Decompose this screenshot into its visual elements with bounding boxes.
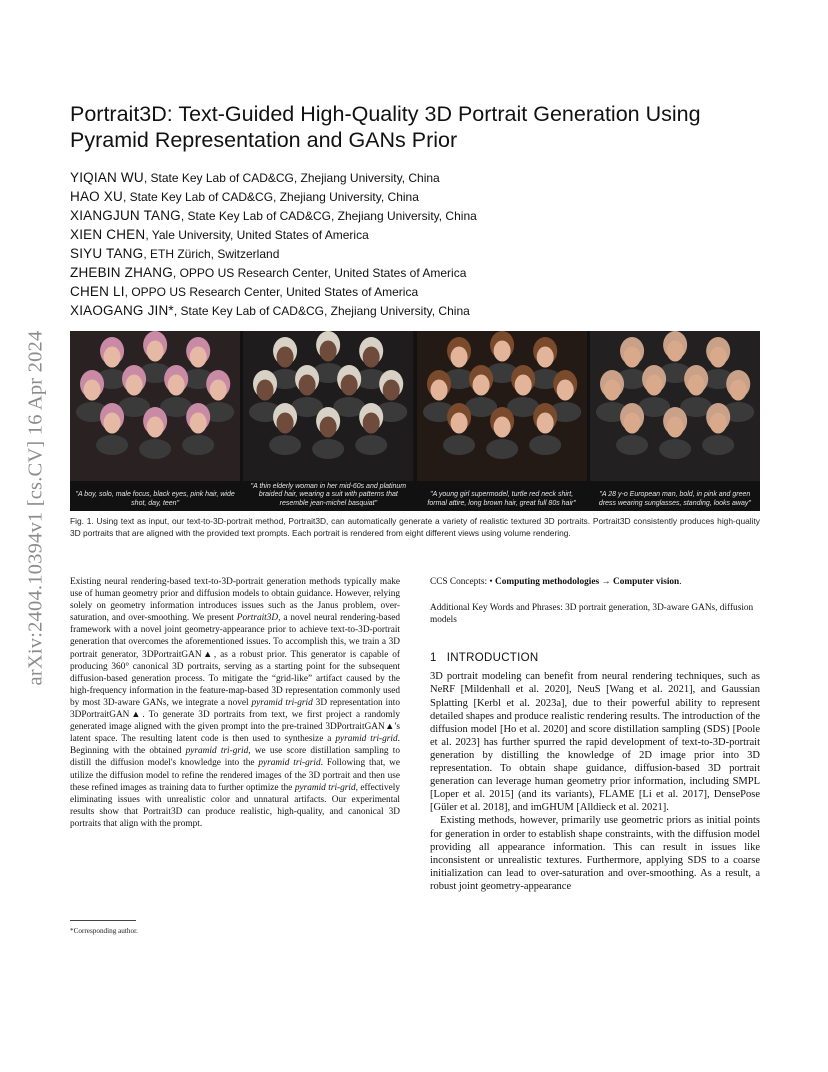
author-affiliation: , State Key Lab of CAD&CG, Zhejiang University, China: [173, 304, 470, 318]
abstract-run: , effectively eliminating issues with unrealistic color and unnatural artifacts. Our experimental results show that Portrait3D can produce realistic, high-quality, and canonical 3D portraits that align with the prompt.: [70, 782, 400, 829]
teaser-figure: [70, 331, 760, 511]
abstract-run: Existing neural rendering-based text-to-3D-portrait generation methods typically make use of human geometry prior and diffusion models to obtain guidance. However, relying solely on geometry information introduces issues such as the Janus problem, over-saturation, and over-smoothing. We present: [70, 577, 400, 624]
paper-title: Portrait3D: Text-Guided High-Quality 3D Portrait Generation Using Pyramid Representation and GANs Prior: [70, 102, 701, 152]
author-name: YIQIAN WU: [70, 170, 144, 185]
footnote: *Corresponding author.: [70, 927, 138, 935]
author-entry: [70, 187, 770, 206]
author-name: XIANGJUN TANG: [70, 208, 181, 223]
term-emphasis: pyramid tri-grid: [251, 697, 313, 708]
abstract-run: , a novel neural rendering-based framework with a novel joint geometry-appearance prior to achieve text-to-3D-portrait generation that overcomes the aforementioned issues. To accomplish this, we train a 3D portrait generator, 3DPortraitGAN: [70, 613, 400, 660]
intro-paragraph: 3D portrait modeling can benefit from neural rendering techniques, such as NeRF [Mildenhall et al. 2020], NeuS [Wang et al. 2021], and Gaussian Splatting [Kerbl et al. 2023a], due to their powerful ability to represent detailed shapes and produce realistic rendering results. The introduction of the diffusion model [Ho et al. 2020] and score distillation sampling (SDS) [Poole et al. 2023] has further spurred the rapid development of text-to-3D-portrait generation by distilling the knowledge of 2D image prior into 3D representation. To obtain shape guidance, diffusion-based 3D portrait generation can leverage human geometry prior information, including SMPL [Loper et al. 2015] (and its variants), FLAME [Li et al. 2017], DensePose [Güler et al. 2018], and imGHUM [Alldieck et al. 2021].: [430, 671, 760, 814]
abstract-run: , as a robust prior. This generator is capable of producing 360° canonical 3D portraits, serving as a starting point for the subsequent diffusion-based generation process. To mitigate the “grid-like” artifact caused by the high-frequency information in the feature-map-based 3D representation commonly used by most 3D-aware GANs, we integrate a novel: [70, 649, 400, 708]
author-affiliation: , State Key Lab of CAD&CG, Zhejiang University, China: [180, 209, 477, 223]
author-name: XIAOGANG JIN*: [70, 303, 174, 318]
portrait-renders: [70, 331, 240, 481]
abstract-run: . Beginning with the obtained: [70, 734, 400, 757]
author-name: CHEN LI: [70, 284, 125, 299]
ccs-concepts: [430, 576, 760, 588]
author-entry: [70, 244, 770, 263]
warning-icon: ▲: [384, 722, 395, 733]
prompt-caption: "A boy, solo, male focus, black eyes, pink hair, wide shot, day, teen": [75, 491, 235, 507]
author-name: HAO XU: [70, 189, 123, 204]
ccs-prefix: CCS Concepts: •: [430, 577, 495, 587]
abstract-text: [70, 576, 400, 830]
author-affiliation: , State Key Lab of CAD&CG, Zhejiang University, China: [143, 171, 440, 185]
author-name: XIEN CHEN: [70, 227, 146, 242]
author-entry: [70, 225, 770, 244]
abstract-run: , we use score distillation sampling to distill the diffusion model's knowledge into the: [70, 746, 400, 769]
footnote-rule: [70, 920, 136, 921]
author-affiliation: , ETH Zürich, Switzerland: [143, 247, 280, 261]
author-affiliation: , State Key Lab of CAD&CG, Zhejiang University, China: [122, 190, 419, 204]
figure-caption: Fig. 1. Using text as input, our text-to-3D-portrait method, Portrait3D, can automatically generate a variety of realistic textured 3D portraits. Portrait3D consistently produces high-quality 3D portraits that are aligned with the provided text prompts. Each portrait is rendered from eight different views using volume rendering.: [70, 516, 760, 538]
portrait-renders: [243, 331, 413, 481]
author-affiliation: , OPPO US Research Center, United States of America: [172, 266, 467, 280]
author-entry: [70, 206, 770, 225]
abstract-run: . To generate 3D portraits from text, we first project a randomly generated image aligned with the given prompt into the pre-trained 3DPortraitGAN: [70, 710, 400, 733]
author-entry: [70, 301, 770, 320]
intro-paragraph: Existing methods, however, primarily use geometric priors as initial points for generation in order to establish shape constraints, with the diffusion model providing all appearance information. This can result in issues like inconsistent or unrealistic textures. Furthermore, applying SDS to a coarse initialization can lead to over-saturation and over-smoothing. As a result, a robust joint geometry-appearance: [430, 815, 760, 892]
portrait-renders: [417, 331, 587, 481]
author-list: [70, 168, 770, 320]
arxiv-stamp: [18, 288, 54, 728]
author-entry: [70, 263, 770, 282]
right-column: [430, 576, 760, 893]
abstract-run: 3D representation into 3DPortraitGAN: [70, 697, 400, 721]
author-affiliation: , OPPO US Research Center, United States of America: [124, 285, 419, 299]
author-entry: [70, 282, 770, 301]
prompt-caption: "A thin elderly woman in her mid-60s and platinum braided hair, wearing a suit with patterns that resemble jean-michel basquiat": [250, 482, 407, 507]
warning-icon: ▲: [201, 649, 214, 660]
abstract-run: 's latent space. The resulting latent code is then used to synthesize a: [70, 722, 400, 745]
abstract: [70, 576, 400, 830]
method-name: Portrait3D: [236, 613, 279, 624]
term-emphasis: pyramid tri-grid: [258, 758, 321, 769]
teaser-panel: [417, 331, 587, 511]
prompt-caption: "A young girl supermodel, turtle red neck shirt, formal attire, long brown hair, great full 80s hair": [427, 491, 576, 507]
warning-icon: ▲: [129, 710, 143, 721]
author-entry: [70, 168, 770, 187]
keywords: Additional Key Words and Phrases: 3D portrait generation, 3D-aware GANs, diffusion models: [430, 603, 754, 626]
teaser-panel: [70, 331, 240, 511]
section-heading: [430, 652, 760, 664]
prompt-caption: "A 28 y-o European man, bold, in pink and green dress wearing sunglasses, standing, looks away": [598, 491, 751, 507]
section-title: INTRODUCTION: [446, 652, 539, 665]
ccs-suffix: .: [679, 577, 682, 587]
abstract-run: . Following that, we utilize the diffusion model to refine the rendered images of the 3D portrait and then use these refined images as training data to further optimize the: [70, 758, 400, 793]
author-name: SIYU TANG: [70, 246, 144, 261]
teaser-panel: [590, 331, 760, 511]
term-emphasis: pyramid tri-grid: [185, 746, 249, 757]
portrait-renders: [590, 331, 760, 481]
arxiv-stamp-text: arXiv:2404.10394v1 [cs.CV] 16 Apr 2024: [24, 330, 47, 686]
teaser-panel: [243, 331, 413, 511]
section-number: 1: [430, 652, 437, 665]
term-emphasis: pyramid tri-grid: [294, 782, 356, 793]
introduction: [430, 670, 760, 893]
author-name: ZHEBIN ZHANG: [70, 265, 173, 280]
author-affiliation: , Yale University, United States of America: [145, 228, 369, 242]
term-emphasis: pyramid tri-grid: [335, 734, 398, 745]
ccs-concept: Computing methodologies → Computer vision: [494, 577, 680, 587]
